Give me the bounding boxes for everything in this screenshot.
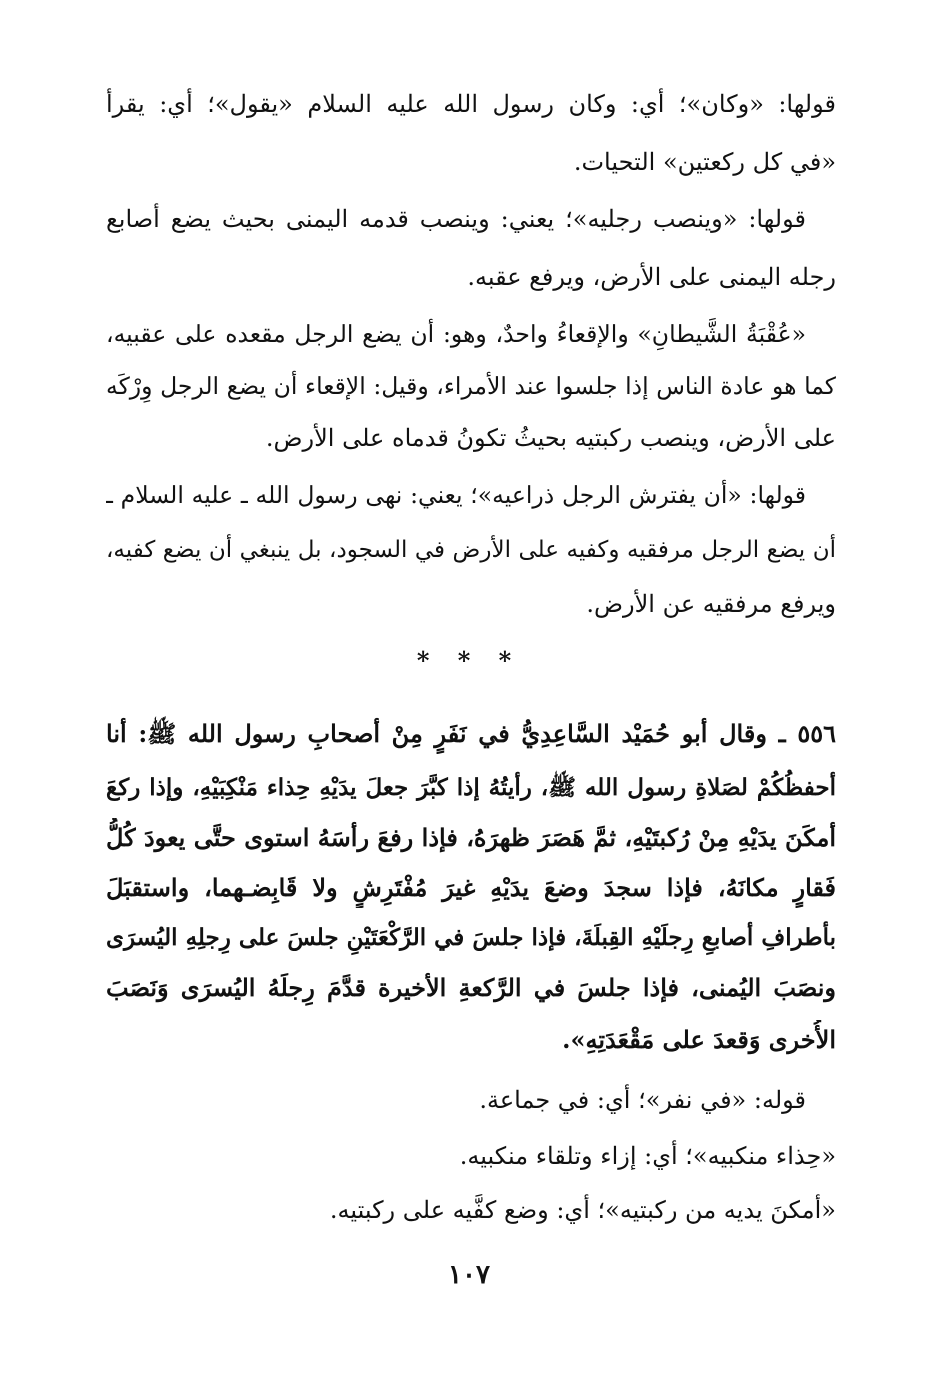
hadith-line: ٥٥٦ ـ وقال أبو حُمَيْد السَّاعِدِيُّ في نَفَرٍ مِنْ أصحابِ رسول الله ﷺ: أنا xyxy=(106,719,836,748)
commentary-line: على الأرض، وينصب ركبتيه بحيثُ تكونُ قدماه على الأرض. xyxy=(265,424,836,452)
hadith-line: ونصَبَ اليُمنى، فإذا جلسَ في الرَّكعةِ الأخيرة قدَّمَ رِجلَهُ اليُسرَى وَنَصَبَ xyxy=(106,973,836,1002)
hadith-line: بأطرافِ أصابعِ رِجلَيْهِ القِبلَةَ، فإذا جلسَ في الرَّكْعَتَيْنِ جلسَ على رِجلِهِ اليُسرَى xyxy=(106,924,836,951)
commentary-line: ويرفع مرفقيه عن الأرض. xyxy=(586,590,836,618)
hadith-line: أمكَنَ يدَيْهِ مِنْ رُكبتَيْهِ، ثمَّ هَصَرَ ظهرَهُ، فإذا رفعَ رأسَهُ استوى حتَّى يعودَ كُلُّ xyxy=(106,823,836,852)
commentary-line: «حِذاء منكبيه»؛ أي: إزاء وتلقاء منكبيه. xyxy=(459,1142,836,1170)
commentary-line: قولها: «أن يفترش الرجل ذراعيه»؛ يعني: نهى رسول الله ـ عليه السلام ـ xyxy=(106,481,806,509)
commentary-line: قولها: «وكان»؛ أي: وكان رسول الله عليه السلام «يقول»؛ أي: يقرأ xyxy=(106,90,836,118)
hadith-line: فَقارٍ مكانَهُ، فإذا سجدَ وضعَ يدَيْهِ غيرَ مُفْتَرِشٍ ولا قَابِضـهما، واستقبَلَ xyxy=(106,873,836,902)
commentary-line: كما هو عادة الناس إذا جلسوا عند الأمراء، وقيل: الإقعاء أن يضع الرجل وِرْكَه xyxy=(106,372,836,400)
commentary-line: «أمكنَ يديه من ركبتيه»؛ أي: وضع كفَّيه على ركبتيه. xyxy=(329,1196,836,1224)
page-number: ١٠٧ xyxy=(448,1260,490,1290)
commentary-line: أن يضع الرجل مرفقيه وكفيه على الأرض في السجود، بل ينبغي أن يضع كفيه، xyxy=(106,537,836,563)
section-separator: * * * xyxy=(416,646,522,675)
hadith-line: أحفظُكُمْ لصَلاةِ رسول الله ﷺ، رأيتُهُ إذا كبَّرَ جعلَ يدَيْهِ حِذاء مَنْكِبَيْهِ، وإذا ركعَ xyxy=(106,774,836,801)
commentary-line: رجله اليمنى على الأرض، ويرفع عقبه. xyxy=(467,263,836,291)
hadith-line: الأُخرى وَقعدَ على مَقْعَدَتِهِ». xyxy=(562,1025,836,1054)
commentary-line: قوله: «في نفر»؛ أي: في جماعة. xyxy=(479,1086,806,1114)
commentary-line: قولها: «وينصب رجليه»؛ يعني: وينصب قدمه اليمنى بحيث يضع أصابع xyxy=(106,205,806,233)
commentary-line: «في كل ركعتين» التحيات. xyxy=(573,148,836,176)
commentary-line: «عُقْبَةُ الشَّيطانِ» والإقعاءُ واحدٌ، وهو: أن يضع الرجل مقعده على عقبيه، xyxy=(106,320,806,348)
